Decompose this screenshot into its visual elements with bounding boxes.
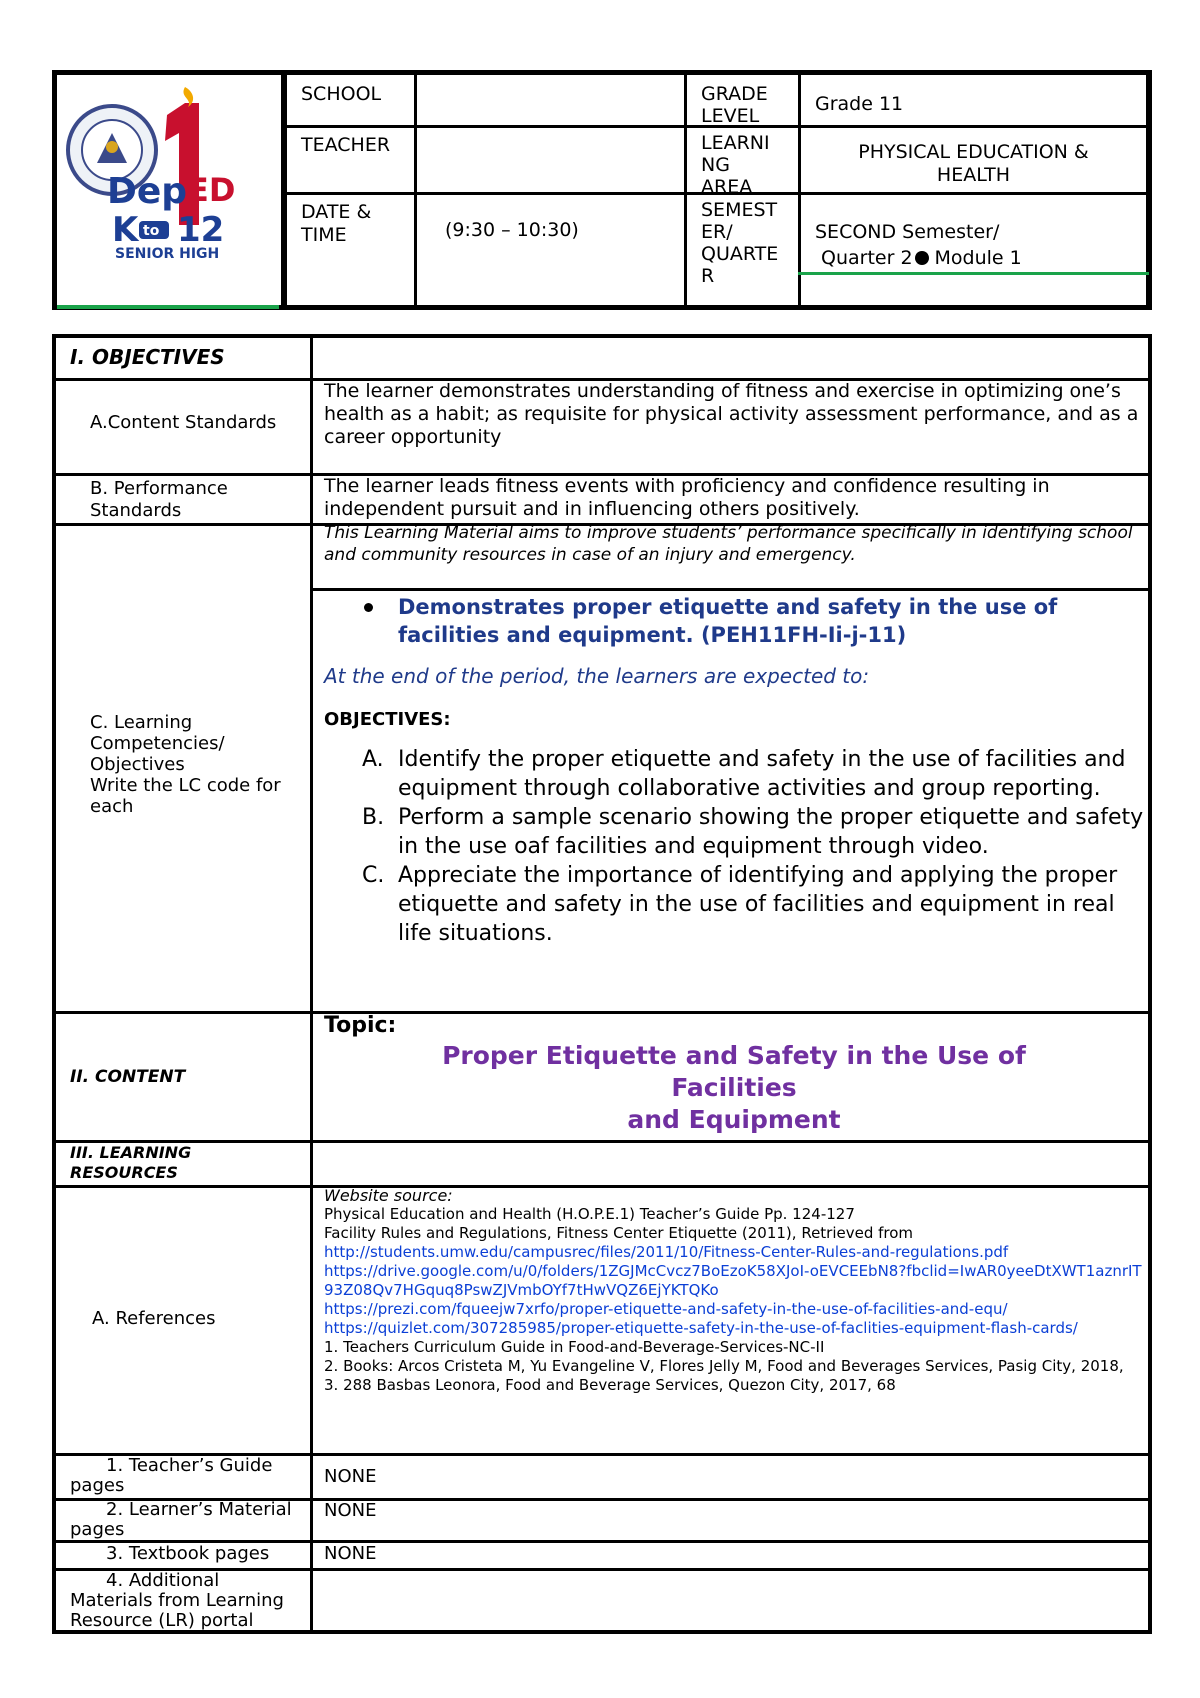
logo-senior-text: SENIOR HIGH [115, 246, 220, 262]
school-label: SCHOOL [301, 83, 382, 105]
competency-text: Demonstrates proper etiquette and safety in the use of facilities and equipment. (PEH11FH-Ii-j-11) [398, 595, 1058, 647]
competency-block [324, 593, 1144, 948]
reference-link[interactable]: https://drive.google.com/u/0/folders/1ZGJMcCvcz7BoEzoK58XJoI-oEVCEEbN8?fbclid=IwAR0yeeDtXWT1aznrIT93Z08Qv7HGquq8PswZJVmbOYf7tHwVQZ6EjYKTQKo [324, 1262, 1142, 1299]
reference-link[interactable]: https://prezi.com/fqueejw7xrfo/proper-etiquette-and-safety-in-the-use-of-facilities-and-equ/ [324, 1300, 1008, 1318]
content-standards-text: The learner demonstrates understanding of fitness and exercise in optimizing one’s health as a habit; as requisite for physical activity assessment performance, and as a career opportunity [324, 380, 1139, 448]
reference-numbered: 3. 288 Basbas Leonora, Food and Beverage Services, Quezon City, 2017, 68 [324, 1376, 896, 1394]
objectives-heading: I. OBJECTIVES [70, 345, 225, 369]
header-table [52, 70, 1152, 310]
textbook-pages-value: NONE [324, 1543, 377, 1564]
objective-item: B. Perform a sample scenario showing the proper etiquette and safety in the use oaf facilities and equipment through video. [362, 805, 1144, 859]
references-block [324, 1186, 1142, 1395]
reference-link[interactable]: https://quizlet.com/307285985/proper-etiquette-safety-in-the-use-of-faclities-equipment-flash-cards/ [324, 1319, 1078, 1337]
learners-material-label: 2. Learner’s Material pages [70, 1499, 292, 1540]
website-source-label: Website source: [324, 1186, 453, 1205]
semester-line-2 [815, 245, 1132, 271]
reference-numbered: 2. Books: Arcos Cristeta M, Yu Evangeline V, Flores Jelly M, Food and Beverages Services, Pasig City, 2018, [324, 1357, 1124, 1375]
semester-label: SEMEST ER/ QUARTE R [701, 199, 779, 287]
learning-material-aim-text: This Learning Material aims to improve students’ performance specifically in identifying school and community resources in case of an injury and emergency. [324, 523, 1133, 565]
lesson-plan-table [52, 334, 1152, 1634]
learning-area-label: LEARNI NG AREA [701, 132, 770, 198]
content-standards-label: A.Content Standards [90, 412, 277, 433]
deped-logo-graphic [57, 75, 281, 305]
teachers-guide-value: NONE [324, 1466, 377, 1487]
reference-line: Physical Education and Health (H.O.P.E.1) Teacher’s Guide Pp. 124-127 [324, 1205, 855, 1223]
learning-resources-heading: III. LEARNING RESOURCES [70, 1143, 192, 1182]
topic-block [324, 1012, 1144, 1136]
reference-numbered: 1. Teachers Curriculum Guide in Food-and-Beverage-Services-NC-II [324, 1338, 825, 1356]
logo-dep-text: Dep [107, 171, 188, 212]
topic-label: Topic: [324, 1013, 397, 1038]
performance-standards-text: The learner leads fitness events with proficiency and confidence resulting in independent pursuit and in influencing others positively. [324, 475, 1050, 520]
textbook-pages-label: 3. Textbook pages [106, 1543, 270, 1564]
grade-level-value: Grade 11 [815, 93, 904, 115]
logo-ed-text: ED [187, 171, 236, 209]
grade-level-label: GRADE LEVEL [701, 83, 768, 127]
objectives-title: OBJECTIVES: [324, 709, 451, 730]
expected-text: At the end of the period, the learners are expected to: [324, 664, 870, 688]
reference-link[interactable]: http://students.umw.edu/campusrec/files/2011/10/Fitness-Center-Rules-and-regulations.pdf [324, 1243, 1009, 1261]
module-text: Module 1 [934, 247, 1022, 269]
bullet-icon [915, 251, 929, 265]
logo-to-text: to [143, 223, 160, 239]
logo-k-text: K [112, 210, 139, 250]
learning-area-value: PHYSICAL EDUCATION & HEALTH [858, 141, 1089, 186]
date-time-label: DATE & TIME [301, 201, 372, 246]
topic-line-2: Facilities [671, 1073, 797, 1102]
logo-12-text: 12 [177, 210, 225, 250]
quarter-text: Quarter 2 [821, 247, 913, 269]
semester-line-1: SECOND Semester/ [815, 221, 1000, 243]
topic-line-1: Proper Etiquette and Safety in the Use of [442, 1041, 1026, 1070]
teacher-label: TEACHER [301, 134, 391, 156]
teacher-value [417, 128, 684, 192]
learners-material-value: NONE [324, 1500, 377, 1521]
header-green-bar [57, 305, 279, 309]
deped-logo [57, 75, 284, 305]
learning-competencies-label: C. Learning Competencies/ Objectives Write the LC code for each [90, 712, 281, 817]
additional-materials-label: 4. Additional Materials from Learning Resource (LR) portal [70, 1570, 284, 1631]
reference-line: Facility Rules and Regulations, Fitness Center Etiquette (2011), Retrieved from [324, 1224, 914, 1242]
bullet-icon [364, 603, 373, 612]
school-value [417, 77, 684, 125]
objective-item: A. Identify the proper etiquette and safety in the use of facilities and equipment through collaborative activities and group reporting. [362, 747, 1126, 801]
date-time-value: (9:30 – 10:30) [445, 219, 579, 241]
objectives-list [324, 745, 1144, 948]
topic-title [324, 1040, 1144, 1136]
semester-value [801, 213, 1146, 283]
content-heading: II. CONTENT [70, 1067, 186, 1087]
references-label: A. References [92, 1308, 216, 1329]
competency-bullet [324, 593, 1144, 649]
performance-standards-label: B. Performance Standards [90, 478, 228, 521]
teachers-guide-label: 1. Teacher’s Guide pages [70, 1455, 273, 1496]
objective-item: C. Appreciate the importance of identifying and applying the proper etiquette and safety in the use of facilities and equipment in real life situations. [362, 863, 1118, 946]
topic-line-3: and Equipment [627, 1105, 841, 1134]
